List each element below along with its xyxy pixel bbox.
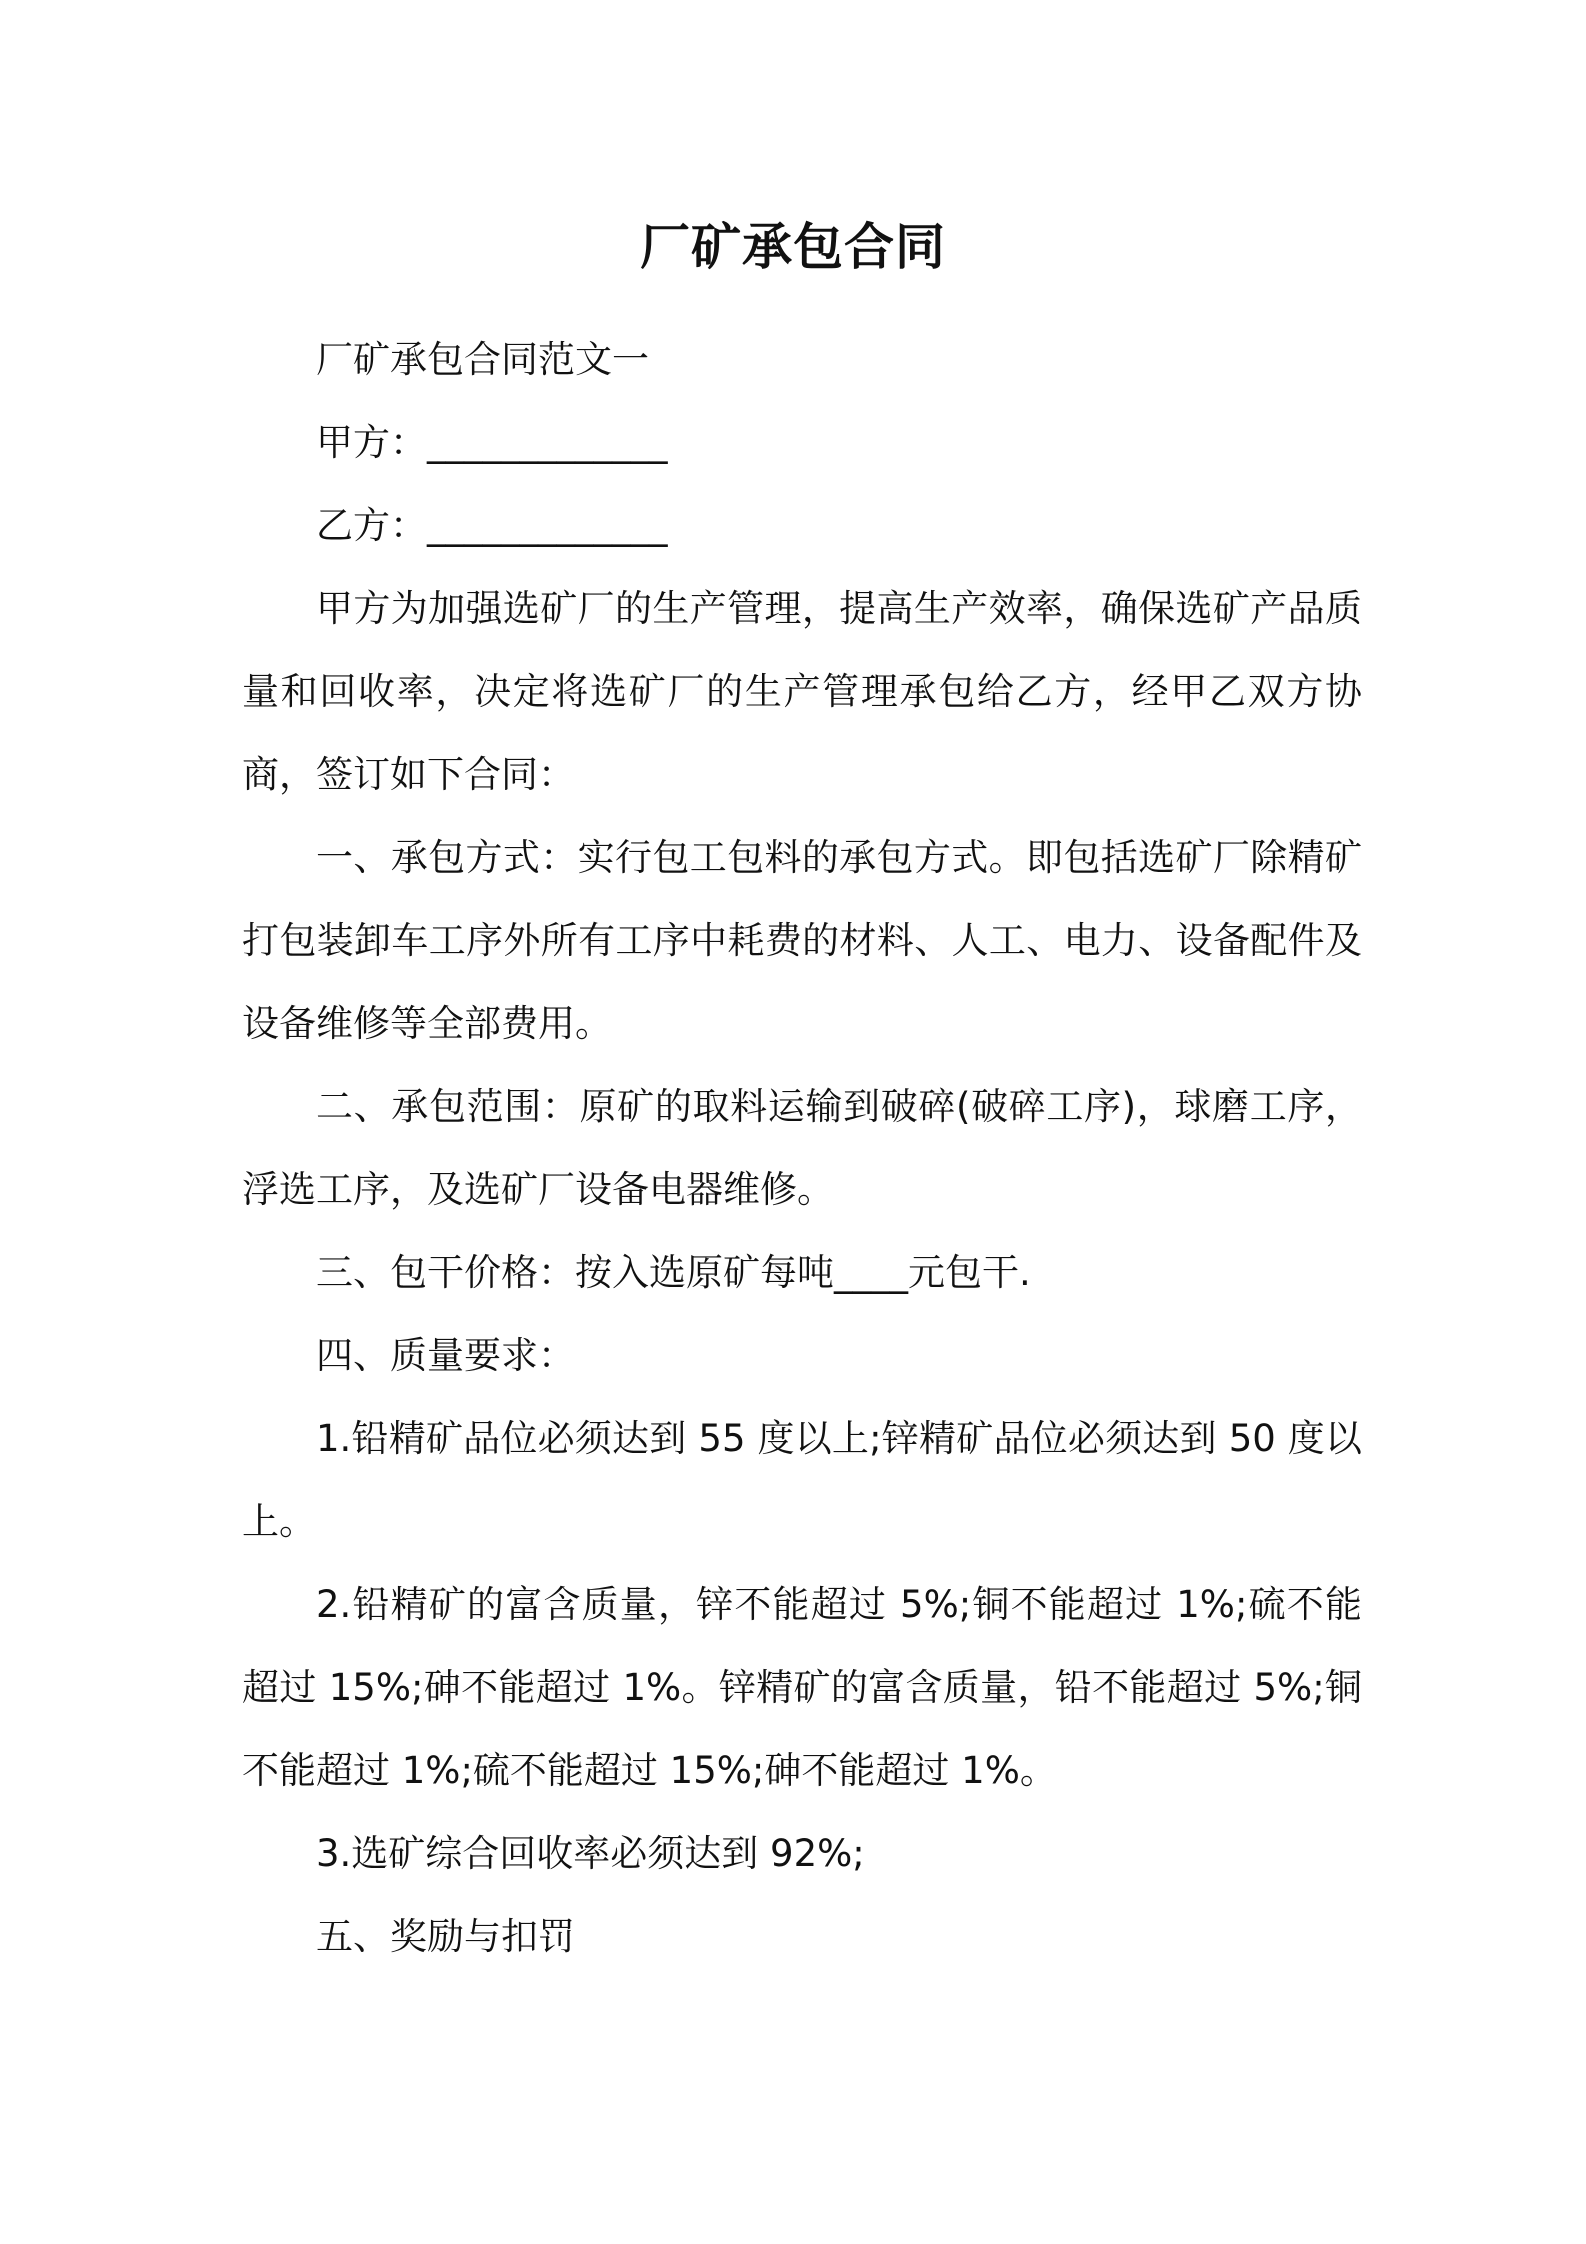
paragraph-section-3: 三、包干价格：按入选原矿每吨____元包干. (316, 1251, 1031, 1294)
paragraph-quality-2: 2.铅精矿的富含质量，锌不能超过 5%;铜不能超过 1%;硫不能超过 15%;砷不能超过 1%。锌精矿的富含质量，铅不能超过 5%;铜不能超过 1%;硫不能超过 15%;砷不能超过 1%。 (242, 1583, 1362, 1792)
paragraph-section-1: 一、承包方式：实行包工包料的承包方式。即包括选矿厂除精矿打包装卸车工序外所有工序中耗费的材料、人工、电力、设备配件及设备维修等全部费用。 (242, 836, 1362, 1045)
paragraph-section-4-heading: 四、质量要求： (316, 1334, 575, 1377)
document-body (242, 318, 1362, 1978)
paragraph-quality-1: 1.铅精矿品位必须达到 55 度以上;锌精矿品位必须达到 50 度以上。 (242, 1417, 1362, 1543)
paragraph-quality-3: 3.选矿综合回收率必须达到 92%; (316, 1832, 865, 1875)
paragraph-section-2: 二、承包范围：原矿的取料运输到破碎(破碎工序)，球磨工序，浮选工序，及选矿厂设备电器维修。 (242, 1085, 1362, 1211)
document-subtitle: 厂矿承包合同范文一 (316, 338, 649, 381)
party-a-line: 甲方：_____________ (316, 421, 668, 464)
party-b-line: 乙方：_____________ (316, 504, 668, 547)
paragraph-intro: 甲方为加强选矿厂的生产管理，提高生产效率，确保选矿产品质量和回收率，决定将选矿厂的生产管理承包给乙方，经甲乙双方协商，签订如下合同： (242, 587, 1362, 796)
paragraph-section-5-heading: 五、奖励与扣罚 (316, 1915, 575, 1958)
document-title: 厂矿承包合同 (640, 218, 946, 276)
